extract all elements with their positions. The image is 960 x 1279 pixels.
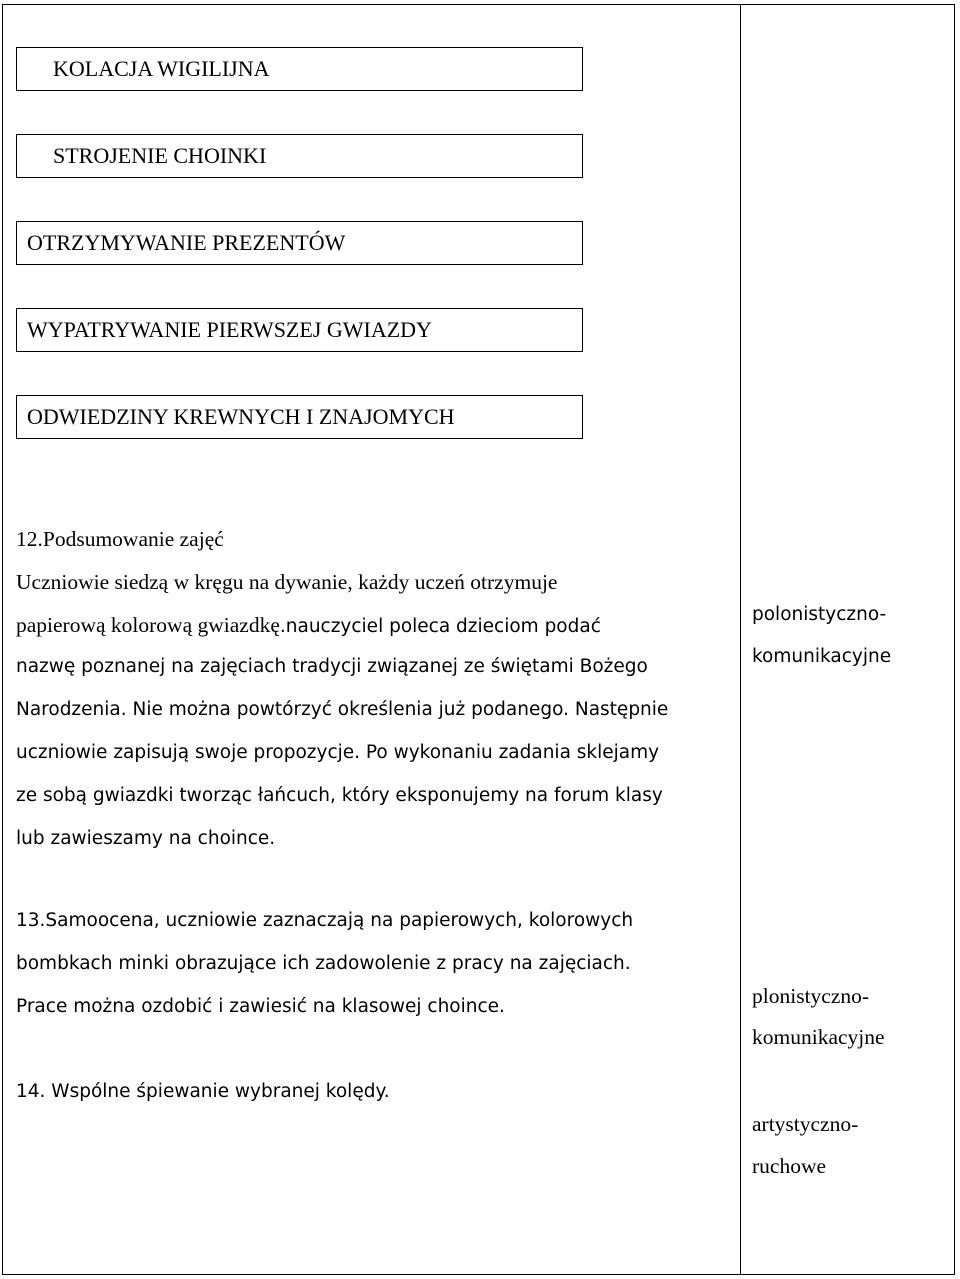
section-12-line-2b: .nauczyciel poleca dzieciom podać <box>279 616 601 637</box>
section-13-line-2: bombkach minki obrazujące ich zadowolenie z pracy na zajęciach. <box>16 953 631 974</box>
section-12-line-2a: papierową kolorową gwiazdkę <box>16 613 280 637</box>
section-13-line-1: 13.Samoocena, uczniowie zaznaczają na papierowych, kolorowych <box>16 910 634 931</box>
section-12-line-5: uczniowie zapisują swoje propozycje. Po wykonaniu zadania sklejamy <box>16 742 660 763</box>
box-kolacja-wigilijna: KOLACJA WIGILIJNA <box>16 47 583 91</box>
section-12-line-4: Narodzenia. Nie można powtórzyć określenia już podanego. Następnie <box>16 699 669 720</box>
section-12-line-3: nazwę poznanej na zajęciach tradycji związanej ze świętami Bożego <box>16 656 648 677</box>
box-strojenie-choinki: STROJENIE CHOINKI <box>16 134 583 178</box>
box-odwiedziny-krewnych: ODWIEDZINY KREWNYCH I ZNAJOMYCH <box>16 395 583 439</box>
section-13-line-3: Prace można ozdobić i zawiesić na klasowej choince. <box>16 996 505 1017</box>
box-otrzymywanie-prezentow: OTRZYMYWANIE PREZENTÓW <box>16 221 583 265</box>
section-12-line-1: Uczniowie siedzą w kręgu na dywanie, każdy uczeń otrzymuje <box>16 570 558 594</box>
section-14-category-2: ruchowe <box>752 1154 827 1178</box>
section-12-category-1: polonistyczno- <box>752 604 887 625</box>
section-12-heading: 12.Podsumowanie zajęć <box>16 527 224 551</box>
section-12-category-2: komunikacyjne <box>752 646 892 667</box>
section-12-line-7: lub zawieszamy na choince. <box>16 828 276 849</box>
section-12-line-2 <box>16 613 601 638</box>
column-divider <box>740 4 741 1275</box>
section-12-line-6: ze sobą gwiazdki tworząc łańcuch, który eksponujemy na forum klasy <box>16 785 663 806</box>
section-13-category-1: plonistyczno- <box>752 984 870 1008</box>
section-14-category-1: artystyczno- <box>752 1112 859 1136</box>
section-13-category-2: komunikacyjne <box>752 1025 885 1049</box>
box-wypatrywanie-gwiazdy: WYPATRYWANIE PIERWSZEJ GWIAZDY <box>16 308 583 352</box>
section-14-line-1: 14. Wspólne śpiewanie wybranej kolędy. <box>16 1081 390 1102</box>
